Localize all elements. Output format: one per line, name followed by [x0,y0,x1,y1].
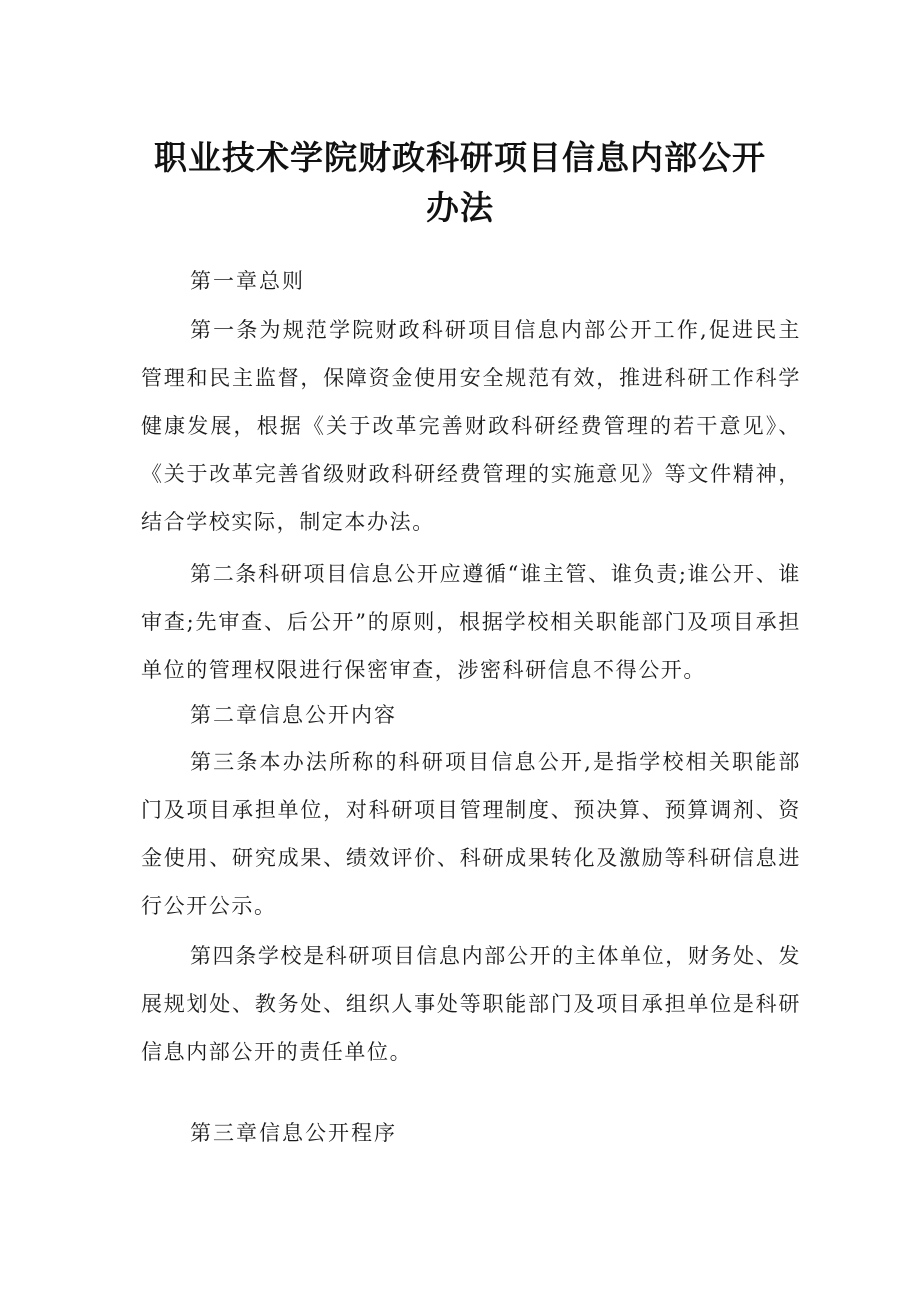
document-title-line1: 职业技术学院财政科研项目信息内部公开 [154,138,766,177]
chapter-heading-1: 第一章总则 [190,269,305,293]
chapter-heading-3: 第三章信息公开程序 [190,1121,397,1145]
article-2: 第二条科研项目信息公开应遵循“谁主管、谁负责;谁公开、谁审查;先审查、后公开”的原则，根据学校相关职能部门及项目承担单位的管理权限进行保密审查，涉密科研信息不得公开。 [141,562,801,682]
article-3: 第三条本办法所称的科研项目信息公开,是指学校相关职能部门及项目承担单位，对科研项目管理制度、预决算、预算调剂、资金使用、研究成果、绩效评价、科研成果转化及激励等科研信息进行公开公示。 [141,750,801,918]
chapter-heading-2: 第二章信息公开内容 [190,703,397,727]
document-title-line2: 办法 [426,188,494,227]
article-4: 第四条学校是科研项目信息内部公开的主体单位，财务处、发展规划处、教务处、组织人事处等职能部门及项目承担单位是科研信息内部公开的责任单位。 [141,944,801,1064]
article-1: 第一条为规范学院财政科研项目信息内部公开工作,促进民主管理和民主监督，保障资金使用安全规范有效，推进科研工作科学健康发展，根据《关于改革完善财政科研经费管理的若干意见》、《关于改革完善省级财政科研经费管理的实施意见》等文件精神，结合学校实际，制定本办法。 [141,318,801,534]
